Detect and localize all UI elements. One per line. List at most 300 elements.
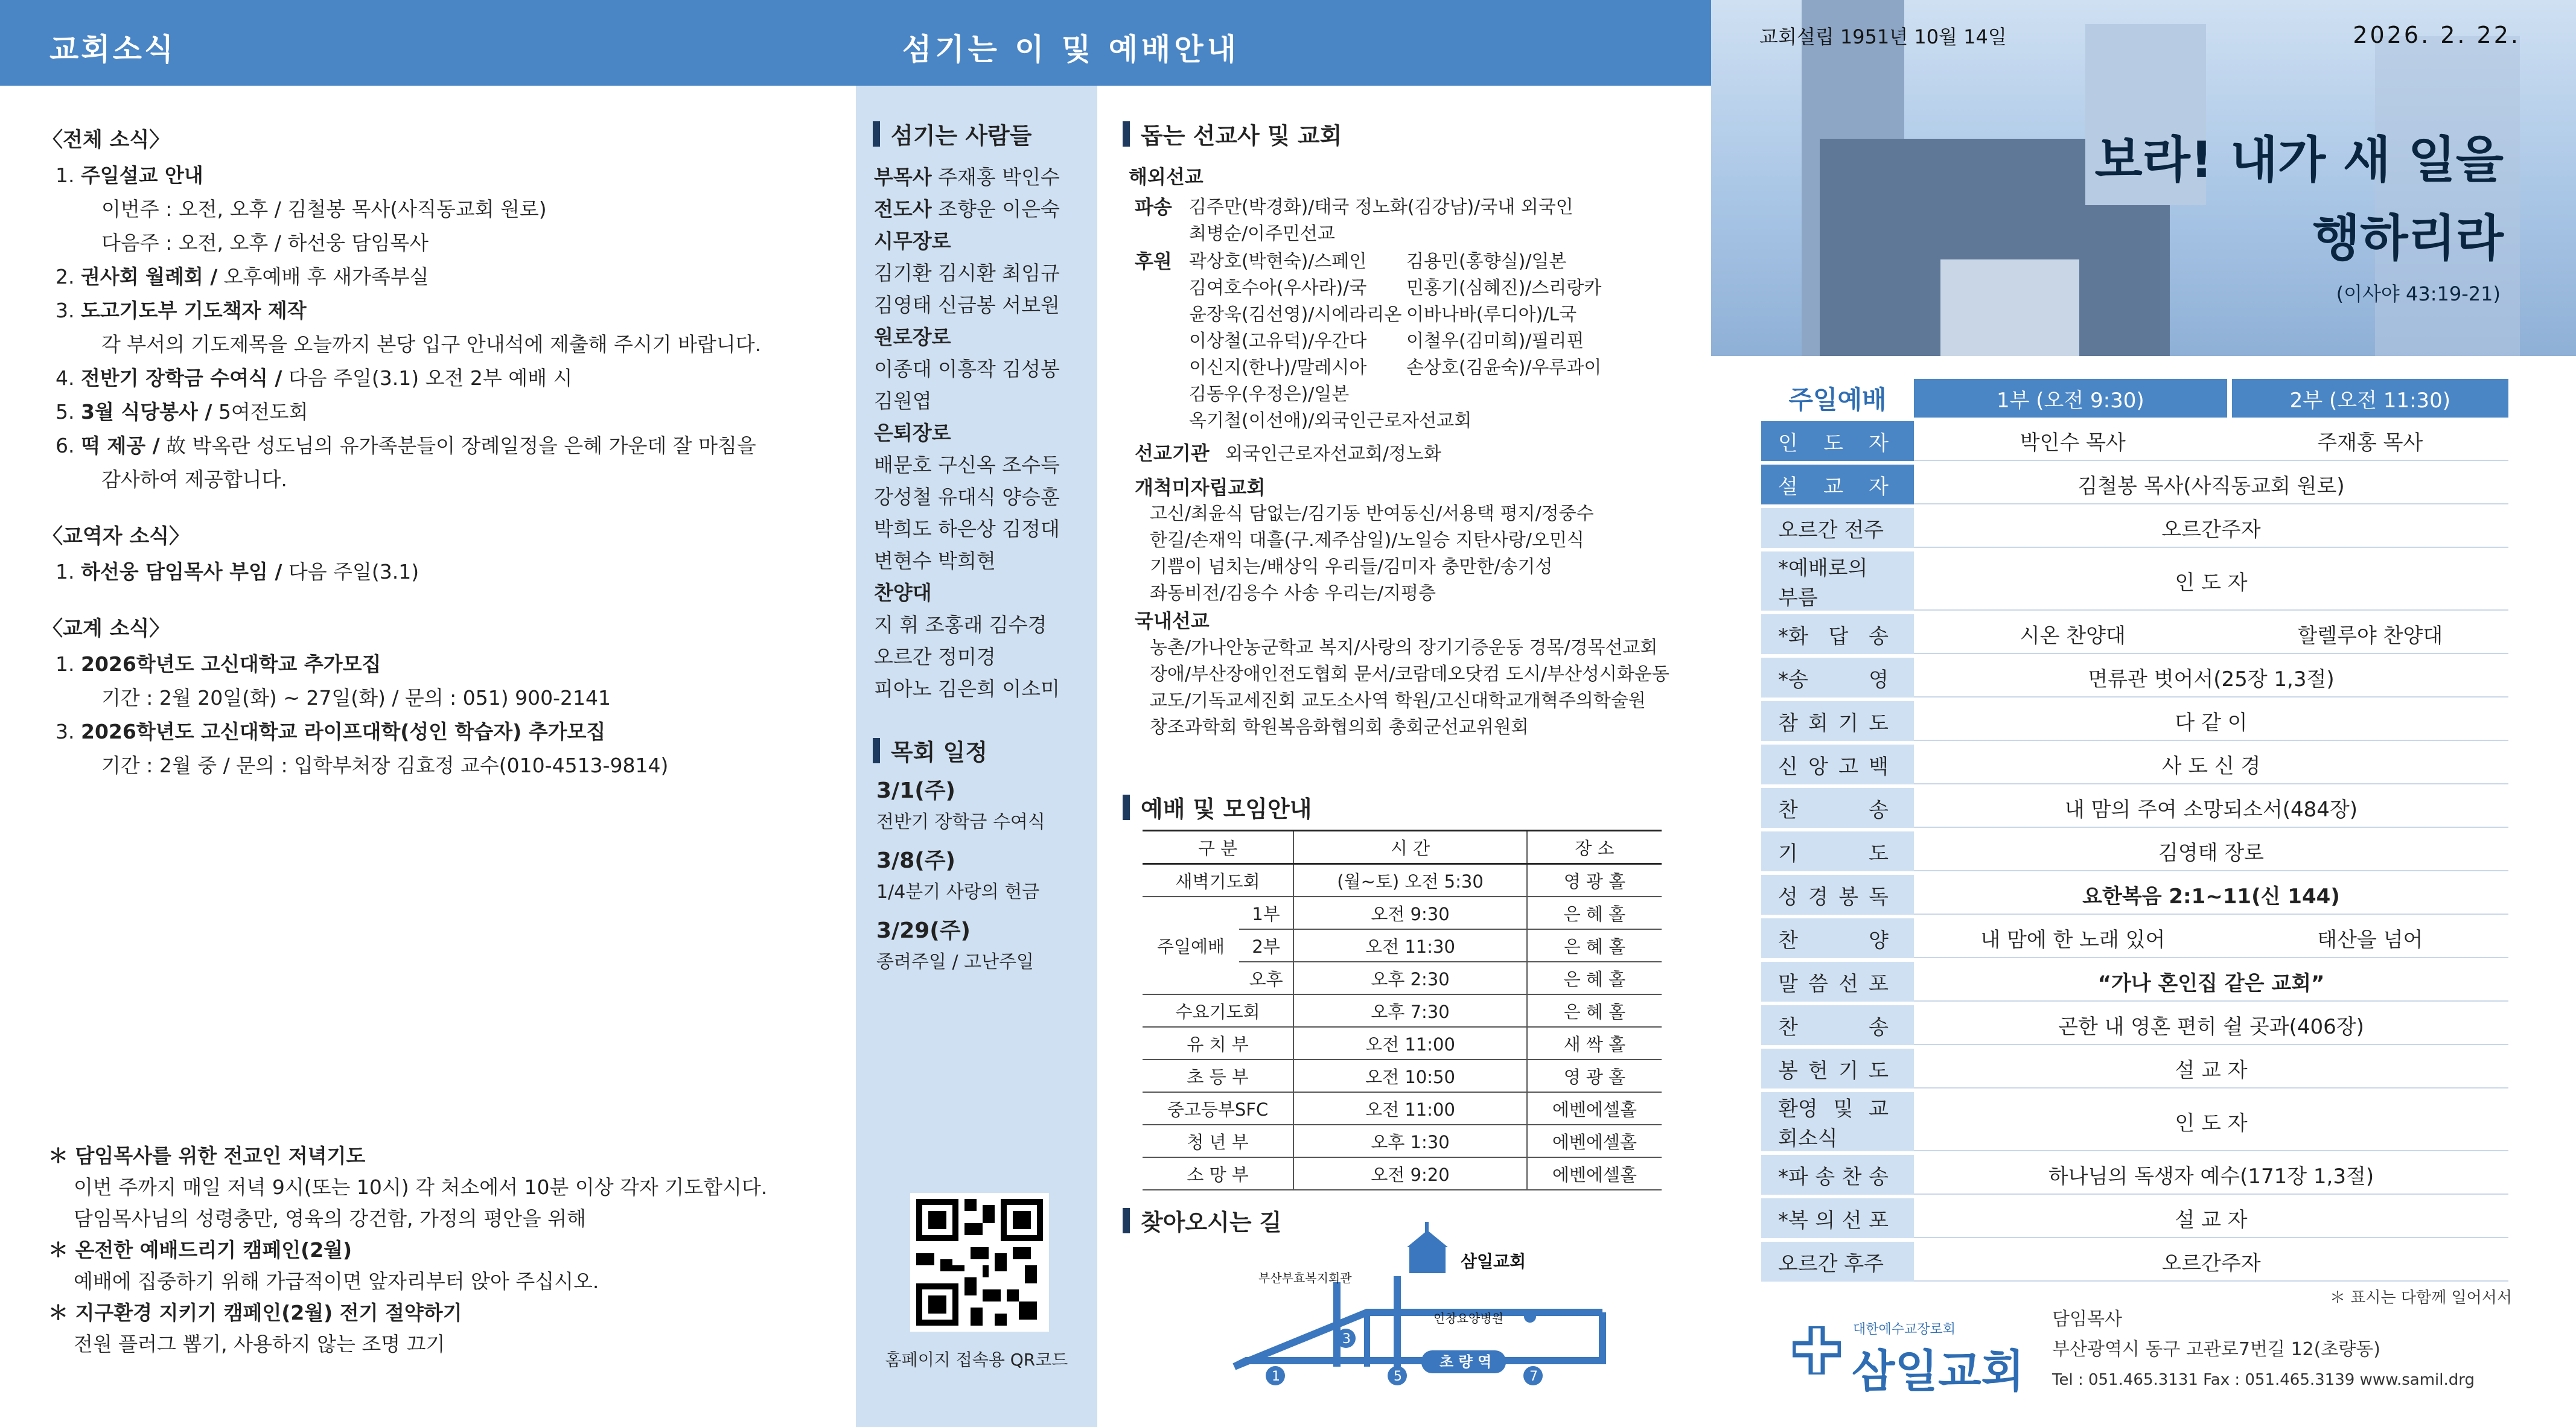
label-char: 도 xyxy=(1823,431,1843,456)
table-cell: 오후 2:30 xyxy=(1293,962,1527,994)
server-row xyxy=(874,673,1097,705)
dispatch-item: 김주만(박경화)/태국 정노화(김강남)/국내 외국인 xyxy=(1189,197,1573,218)
table-cell: 에벤에셀홀 xyxy=(1527,1125,1662,1157)
campaign-title: ＊ 담임목사를 위한 전교인 저녁기도 xyxy=(48,1144,366,1168)
table-cell: 오전 9:30 xyxy=(1293,897,1527,929)
server-names: 오르간 정미경 xyxy=(874,645,996,669)
table-cell: 소 망 부 xyxy=(1143,1157,1293,1190)
servers-heading xyxy=(873,117,1097,150)
worship-row xyxy=(1761,658,2508,698)
first-service-header: 1부 (오전 9:30) xyxy=(1914,379,2232,418)
heading-bar xyxy=(1123,121,1130,147)
table-cell: 은 혜 홀 xyxy=(1527,962,1662,994)
mission-heading xyxy=(1123,117,1696,150)
table-cell: 청 년 부 xyxy=(1143,1125,1293,1157)
worship-label xyxy=(1761,788,1914,828)
hero-banner xyxy=(1711,0,2576,356)
server-row xyxy=(874,225,1097,257)
station-exit-3: 3 xyxy=(1342,1332,1351,1347)
news-item xyxy=(101,192,821,226)
worship-label-text xyxy=(1761,551,1914,611)
schedule-heading-text: 목회 일정 xyxy=(891,739,988,766)
label-char: 독 xyxy=(1869,885,1889,909)
label-char: 포 xyxy=(1869,971,1889,996)
campaign-detail: 이번 주까지 매일 저녁 9시(또는 10시) 각 처소에서 10분 이상 각자 기도합시다. xyxy=(74,1175,768,1199)
staff-news-list xyxy=(42,555,821,589)
label-char: 송 xyxy=(1869,798,1889,822)
news-item xyxy=(101,226,821,260)
news-heading: 떡 제공 / xyxy=(80,434,160,457)
pioneer-label: 개척미자립교회 xyxy=(1135,476,1266,499)
worship-row xyxy=(1761,1005,2508,1045)
server-role: 시무장로 xyxy=(874,229,951,253)
worship-row xyxy=(1761,1242,2508,1282)
server-row xyxy=(874,193,1097,225)
general-news-list xyxy=(42,159,821,497)
news-column xyxy=(42,115,821,783)
worship-label xyxy=(1761,508,1914,548)
support-item: 이철우(김미희)/필리핀 xyxy=(1406,331,1584,352)
worship-value: 곤한 내 영혼 편히 쉴 곳과(406장) xyxy=(1914,1005,2508,1045)
worship-row xyxy=(1761,1155,2508,1195)
server-names: 피아노 김은희 이소미 xyxy=(874,677,1060,701)
label-char: 헌 xyxy=(1808,1058,1828,1083)
map-station-label: 초 량 역 xyxy=(1439,1353,1492,1370)
worship-label xyxy=(1761,1005,1914,1045)
table-row xyxy=(1143,1157,1662,1190)
server-role: 은퇴장로 xyxy=(874,421,951,445)
news-number: 3. xyxy=(56,720,81,743)
table-cell: 오전 11:00 xyxy=(1293,1027,1527,1060)
news-heading: 권사회 월례회 / xyxy=(80,265,218,288)
worship-order-table xyxy=(1761,375,2508,1285)
worship-value: 다 같 이 xyxy=(1914,701,2508,741)
worship-row xyxy=(1761,551,2508,611)
label-char: *송 xyxy=(1778,667,1808,692)
worship-label xyxy=(1761,875,1914,915)
directions-map[interactable] xyxy=(1228,1222,1663,1403)
bulletin-date: 2026. 2. 22. xyxy=(2353,22,2520,48)
dispatch-item: 최병순/이주민선교 xyxy=(1189,223,1335,244)
heading-bar xyxy=(873,738,880,763)
worship-label xyxy=(1761,1092,1914,1151)
servers-worship-heading: 섬기는 이 및 예배안내 xyxy=(902,32,1240,67)
worship-row xyxy=(1761,788,2508,828)
worship-label-text xyxy=(1761,1054,1914,1084)
label-char: 오르간 전주 xyxy=(1778,518,1884,542)
schedule-event: 1/4분기 사랑의 헌금 xyxy=(876,882,1040,903)
table-header-row xyxy=(1143,831,1662,864)
worship-value: 요한복음 2:1~11(신 144) xyxy=(1914,875,2508,915)
label-char: 자 xyxy=(1869,474,1889,499)
second-service-header: 2부 (오전 11:30) xyxy=(2232,379,2508,418)
news-item xyxy=(101,681,821,715)
station-exit-1: 1 xyxy=(1272,1369,1280,1384)
label-char: 봉 xyxy=(1838,885,1858,909)
label-char: 신 xyxy=(1778,754,1798,779)
domestic-item: 창조과학회 학원복음화협의회 총회군선교위원회 xyxy=(1150,717,1529,738)
worship-label-text xyxy=(1761,924,1914,953)
table-cell: 영 광 홀 xyxy=(1527,1060,1662,1092)
server-names: 조향운 이은숙 xyxy=(931,197,1060,221)
building-far xyxy=(2375,36,2520,356)
news-detail: 다음 주일(3.1) xyxy=(282,560,419,583)
news-item xyxy=(101,463,821,497)
campaign-detail: 담임목사님의 성령충만, 영육의 강건함, 가정의 평안을 위해 xyxy=(74,1207,586,1230)
missions-column xyxy=(1123,86,1696,150)
news-item xyxy=(56,159,821,192)
map-welfare-label: 부산부효복지회관 xyxy=(1258,1271,1352,1285)
worship-value: 박인수 목사 xyxy=(1914,421,2232,461)
pioneer-item: 한길/손재익 대흘(구.제주삼일)/노일승 지탄사랑/오민식 xyxy=(1150,530,1584,551)
denomination-label: 대한예수교장로회 xyxy=(1853,1322,1956,1337)
schedule-heading xyxy=(873,734,1097,767)
news-heading: 하선웅 담임목사 부임 / xyxy=(80,560,282,583)
label-char: 오르간 후주 xyxy=(1778,1251,1884,1276)
worship-label xyxy=(1761,421,1914,461)
worship-value: 오르간주자 xyxy=(1914,1242,2508,1282)
news-item xyxy=(56,429,821,463)
label-char: 고 xyxy=(1838,754,1858,779)
news-number: 3. xyxy=(56,299,81,322)
server-row xyxy=(874,161,1097,193)
table-row xyxy=(1143,1125,1662,1157)
label-char: 참 xyxy=(1778,711,1798,736)
server-row xyxy=(874,353,1097,385)
schedule-date: 3/1(주) xyxy=(876,778,955,803)
table-header-cell: 구 분 xyxy=(1143,831,1293,864)
support-item: 곽상호(박현숙)/스페인 xyxy=(1189,251,1367,272)
news-item xyxy=(56,260,821,294)
worship-label xyxy=(1761,1242,1914,1282)
worship-label-text xyxy=(1761,1011,1914,1040)
qr-caption: 홈페이지 접속용 QR코드 xyxy=(885,1350,1068,1370)
label-char: 선 xyxy=(1838,971,1858,996)
support-item: 이신지(한나)/말레시아 xyxy=(1189,357,1367,378)
server-row xyxy=(874,449,1097,481)
worship-info-heading xyxy=(1123,790,1312,824)
worship-label-text xyxy=(1761,967,1914,997)
mission-org-value: 외국인근로자선교회/정노화 xyxy=(1225,443,1441,465)
map-hospital-label: 인창요양병원 xyxy=(1433,1311,1503,1326)
server-row xyxy=(874,257,1097,289)
worship-value: 태산을 넘어 xyxy=(2232,918,2508,958)
label-char: 교 xyxy=(1823,474,1843,499)
domestic-list xyxy=(1150,635,1669,741)
label-char: *복 xyxy=(1778,1208,1808,1233)
domestic-item: 장애/부산장애인전도협회 문서/코람데오닷컴 도시/부산성시화운동 xyxy=(1150,664,1669,685)
worship-label xyxy=(1761,1049,1914,1089)
founding-date: 교회설립 1951년 10월 14일 xyxy=(1759,25,2007,48)
label-char: 기 xyxy=(1838,711,1858,736)
support-item: 김동우(우정은)/일본 xyxy=(1189,384,1350,405)
worship-label-text xyxy=(1761,1092,1914,1151)
worship-title: 주일예배 xyxy=(1788,385,1887,415)
label-char: 백 xyxy=(1869,754,1889,779)
server-row xyxy=(874,545,1097,577)
worship-label xyxy=(1761,614,1914,654)
news-number: 4. xyxy=(56,366,81,390)
news-heading: 도고기도부 기도책자 제작 xyxy=(80,299,307,322)
pioneer-item: 기쁨이 넘치는/배상익 우리들/김미자 충만한/송기성 xyxy=(1150,556,1553,577)
label-char: 찬 xyxy=(1778,798,1798,822)
server-row xyxy=(874,641,1097,673)
church-news-heading: 교회소식 xyxy=(49,32,176,67)
worship-label-text xyxy=(1761,1204,1914,1233)
table-cell: 오전 11:00 xyxy=(1293,1092,1527,1125)
news-number: 1. xyxy=(56,164,81,187)
table-header-cell: 장 소 xyxy=(1527,831,1662,864)
support-item: 윤장욱(김선영)/시에라리온 xyxy=(1189,304,1402,325)
pastor-label: 담임목사 xyxy=(2052,1309,2122,1330)
label-char: 찬 xyxy=(1778,1015,1798,1040)
dispatch-label: 파송 xyxy=(1135,195,1172,218)
campaign-title: ＊ 지구환경 지키기 캠페인(2월) 전기 절약하기 xyxy=(48,1301,462,1324)
worship-value: 설 교 자 xyxy=(1914,1198,2508,1238)
news-heading: 3월 식당봉사 / xyxy=(80,400,212,424)
worship-value: 할렐루야 찬양대 xyxy=(2232,614,2508,654)
table-cell: 오후 xyxy=(1239,962,1293,994)
theme-line-1: 보라! 내가 새 일을 xyxy=(2094,132,2504,189)
worship-label xyxy=(1761,551,1914,611)
table-row xyxy=(1143,1060,1662,1092)
support-item: 김용민(홍향실)/일본 xyxy=(1406,251,1567,272)
table-cell: 유 치 부 xyxy=(1143,1027,1293,1060)
worship-label xyxy=(1761,745,1914,784)
table-cell: 영 광 홀 xyxy=(1527,864,1662,897)
worship-value: 시온 찬양대 xyxy=(1914,614,2232,654)
label-char: 송 xyxy=(1869,624,1889,649)
server-role: 원로장로 xyxy=(874,325,951,349)
worship-row xyxy=(1761,614,2508,654)
table-cell: 은 혜 홀 xyxy=(1527,929,1662,962)
server-row xyxy=(874,417,1097,449)
news-number: 6. xyxy=(56,434,81,457)
campaign-title: ＊ 온전한 예배드리기 캠페인(2월) xyxy=(48,1238,352,1262)
server-row xyxy=(874,609,1097,641)
news-detail: 감사하여 제공합니다. xyxy=(101,468,287,491)
table-row xyxy=(1143,1027,1662,1060)
server-role: 전도사 xyxy=(874,197,932,221)
worship-label xyxy=(1761,1198,1914,1238)
label-char: 찬 xyxy=(1778,928,1798,953)
table-row xyxy=(1143,864,1662,897)
standing-footnote: ＊ 표시는 다함께 일어서서 xyxy=(2330,1289,2512,1307)
worship-schedule-table xyxy=(1143,830,1662,1190)
news-number: 1. xyxy=(56,652,81,676)
worship-value: 내 맘의 주여 소망되소서(484장) xyxy=(1914,788,2508,828)
worship-label xyxy=(1761,918,1914,958)
news-number: 5. xyxy=(56,400,81,424)
servers-column xyxy=(856,86,1097,1427)
table-row xyxy=(1143,897,1662,929)
label-char: 도 xyxy=(1869,711,1889,736)
overseas-label: 해외선교 xyxy=(1129,165,1204,188)
schedule-list xyxy=(856,774,1097,977)
domestic-item: 교도/기독교세진회 교도소사역 학원/고신대학교개혁주의학술원 xyxy=(1150,690,1646,711)
support-label: 후원 xyxy=(1135,250,1172,273)
news-detail: 다음 주일(3.1) 오전 2부 예배 시 xyxy=(282,366,573,390)
server-names: 김기환 김시환 최임규 xyxy=(874,261,1060,285)
news-item xyxy=(56,294,821,328)
label-char: 기 xyxy=(1778,841,1798,866)
station-exit-7: 7 xyxy=(1529,1369,1538,1384)
label-char: 도 xyxy=(1869,1058,1889,1083)
domestic-item: 농촌/가나안농군학교 복지/사랑의 장기기증운동 경목/경목선교회 xyxy=(1150,637,1658,658)
table-cell: 주일예배 xyxy=(1143,897,1239,994)
server-names: 강성철 유대식 양승훈 xyxy=(874,485,1060,509)
table-header-cell: 시 간 xyxy=(1293,831,1527,864)
news-item xyxy=(101,749,821,783)
server-role: 찬양대 xyxy=(874,581,932,605)
news-detail: 기간 : 2월 중 / 문의 : 입학부처장 김효정 교수(010-4513-9814) xyxy=(101,754,669,777)
news-item xyxy=(56,647,821,681)
label-char: 말 xyxy=(1778,971,1798,996)
worship-row xyxy=(1761,831,2508,871)
staff-news-title: 〈교역자 소식〉 xyxy=(42,524,190,548)
label-char: 영 xyxy=(1869,667,1889,692)
campaign-detail: 예배에 집중하기 위해 가급적이면 앞자리부터 앉아 주십시오. xyxy=(74,1270,599,1293)
theme-line-2: 행하리라 xyxy=(2312,210,2504,267)
table-cell: 2부 xyxy=(1239,929,1293,962)
worship-label xyxy=(1761,658,1914,698)
server-row xyxy=(874,513,1097,545)
server-names: 주재홍 박인수 xyxy=(931,165,1060,189)
support-item: 손상호(김윤숙)/우루과이 xyxy=(1406,357,1602,378)
worship-row xyxy=(1761,1198,2508,1238)
church-name-logo: 삼일교회 xyxy=(1852,1346,2024,1397)
label-char: 환영 및 교회소식 xyxy=(1778,1097,1889,1151)
worship-value: 내 맘에 한 노래 있어 xyxy=(1914,918,2232,958)
pioneer-item: 좌동비전/김응수 사송 우리는/지평층 xyxy=(1150,583,1436,604)
table-row xyxy=(1143,994,1662,1027)
worship-label-text xyxy=(1761,620,1914,649)
domestic-label: 국내선교 xyxy=(1135,609,1210,632)
schedule-event: 전반기 장학금 수여식 xyxy=(876,812,1045,833)
heading-bar xyxy=(1123,795,1130,820)
news-detail: 5여전도회 xyxy=(212,400,308,424)
mission-org-label: 선교기관 xyxy=(1135,442,1210,465)
table-cell: 수요기도회 xyxy=(1143,994,1293,1027)
worship-value: 설 교 자 xyxy=(1914,1049,2508,1089)
worship-row xyxy=(1761,745,2508,784)
news-detail: 다음주 : 오전, 오후 / 하선웅 담임목사 xyxy=(101,231,429,255)
worship-value: 주재홍 목사 xyxy=(2232,421,2508,461)
pioneer-item: 고신/최윤식 담없는/김기동 반여동신/서용택 평지/정중수 xyxy=(1150,503,1594,524)
worship-value: “가나 혼인집 같은 교회” xyxy=(1914,962,2508,1002)
table-cell: 오전 9:20 xyxy=(1293,1157,1527,1190)
server-row xyxy=(874,289,1097,321)
server-row xyxy=(874,577,1097,609)
table-cell: 오후 7:30 xyxy=(1293,994,1527,1027)
label-char: *예배로의 부름 xyxy=(1778,556,1868,610)
table-cell: 오후 1:30 xyxy=(1293,1125,1527,1157)
news-heading: 전반기 장학금 수여식 / xyxy=(80,366,282,390)
worship-row xyxy=(1761,918,2508,958)
server-names: 박희도 하은상 김정대 xyxy=(874,517,1060,541)
worship-label xyxy=(1761,701,1914,741)
general-news-title: 〈전체 소식〉 xyxy=(42,128,170,152)
label-char: 포 xyxy=(1869,1208,1889,1233)
worship-label xyxy=(1761,962,1914,1002)
news-item xyxy=(56,395,821,429)
heading-bar xyxy=(1123,1208,1130,1233)
table-cell: 1부 xyxy=(1239,897,1293,929)
label-char: 선 xyxy=(1841,1208,1862,1233)
support-item: 이상철(고유덕)/우간다 xyxy=(1189,331,1367,352)
qr-code[interactable] xyxy=(910,1193,1049,1332)
server-names: 김원엽 xyxy=(874,389,932,413)
theme-reference: (이사야 43:19-21) xyxy=(2336,282,2501,305)
cross-logo-icon xyxy=(1793,1326,1841,1375)
news-item xyxy=(56,715,821,749)
worship-row xyxy=(1761,1049,2508,1089)
label-char: 인 xyxy=(1778,431,1798,456)
campaign-detail: 전원 플러그 뽑기, 사용하지 않는 조명 끄기 xyxy=(74,1332,445,1356)
worship-label-text xyxy=(1761,707,1914,736)
label-char: *화 xyxy=(1778,624,1808,649)
table-cell: 중고등부SFC xyxy=(1143,1092,1293,1125)
worship-label-text xyxy=(1761,663,1914,693)
schedule-date: 3/8(주) xyxy=(876,848,955,873)
church-address: 부산광역시 동구 고관로7번길 12(초량동) xyxy=(2052,1339,2380,1360)
worship-label xyxy=(1761,465,1914,504)
pioneer-list xyxy=(1150,501,1594,607)
mission-heading-text: 돕는 선교사 및 교회 xyxy=(1141,122,1342,149)
worship-value: 김철봉 목사(사직동교회 원로) xyxy=(1914,465,2508,504)
worship-label-text xyxy=(1761,470,1914,500)
worship-row xyxy=(1761,465,2508,504)
label-char: 기 xyxy=(1838,1058,1858,1083)
worship-label-text xyxy=(1761,837,1914,866)
server-role: 부목사 xyxy=(874,165,932,189)
news-detail: 故 박옥란 성도님의 유가족분들이 장례일정을 은혜 가운데 잘 마침을 xyxy=(159,434,756,457)
worship-value: 김영태 장로 xyxy=(1914,831,2508,871)
worship-row xyxy=(1761,421,2508,461)
table-cell: 은 혜 홀 xyxy=(1527,994,1662,1027)
building-entrance xyxy=(1940,259,2079,356)
support-item: 김여호수아(우사라)/국 xyxy=(1189,278,1367,299)
worship-label-text xyxy=(1761,880,1914,910)
campaign-notes xyxy=(48,1140,827,1360)
news-item xyxy=(56,555,821,589)
heading-bar xyxy=(873,121,880,147)
worship-row xyxy=(1761,508,2508,548)
worship-value: 사 도 신 경 xyxy=(1914,745,2508,784)
directions-heading-text: 찾아오시는 길 xyxy=(1141,1209,1282,1236)
worship-label-text xyxy=(1761,1160,1914,1190)
server-row xyxy=(874,481,1097,513)
table-cell: 에벤에셀홀 xyxy=(1527,1157,1662,1190)
label-char: 도 xyxy=(1869,841,1889,866)
table-cell: 오전 11:30 xyxy=(1293,929,1527,962)
table-cell: (월~토) 오전 5:30 xyxy=(1293,864,1527,897)
label-char: 양 xyxy=(1869,928,1889,953)
worship-info-heading-text: 예배 및 모임안내 xyxy=(1141,796,1312,822)
schedule-date: 3/29(주) xyxy=(876,918,971,943)
worship-value: 하나님의 독생자 예수(171장 1,3절) xyxy=(1914,1155,2508,1195)
label-char: 봉 xyxy=(1778,1058,1798,1083)
worship-label-text xyxy=(1761,1247,1914,1277)
top-banner xyxy=(0,0,1711,86)
support-item: 민홍기(심혜진)/스리랑카 xyxy=(1406,278,1602,299)
news-detail: 기간 : 2월 20일(화) ~ 27일(화) / 문의 : 051) 900-2141 xyxy=(101,686,611,710)
table-cell: 오전 10:50 xyxy=(1293,1060,1527,1092)
worship-label xyxy=(1761,831,1914,871)
worship-header-row xyxy=(1761,379,2508,418)
label-char: 의 xyxy=(1815,1208,1835,1233)
server-row xyxy=(874,385,1097,417)
